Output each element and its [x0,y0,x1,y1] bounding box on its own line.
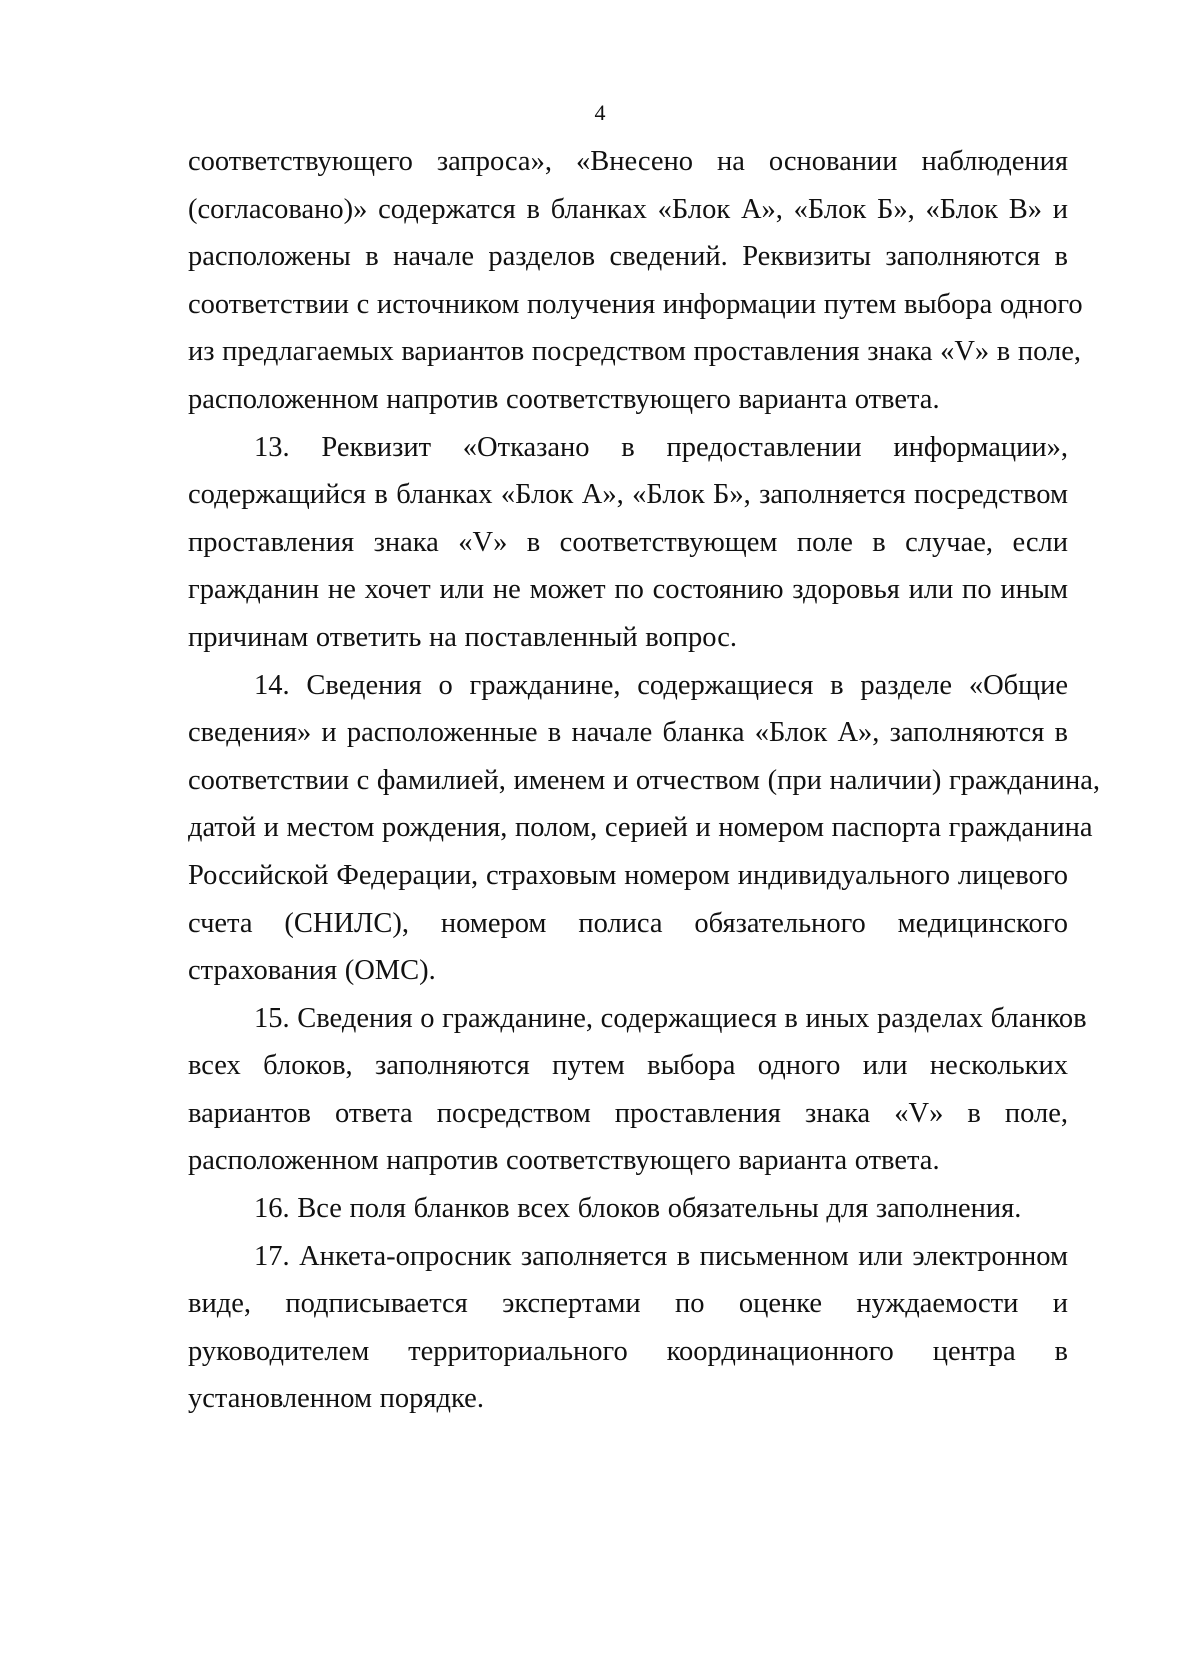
text-line: соответствии с фамилией, именем и отчеством (при наличии) гражданина, [188,764,1101,796]
text-line: расположенном напротив соответствующего варианта ответа. [188,383,940,415]
text-line: соответствующего запроса», «Внесено на основании наблюдения [188,146,1068,177]
paragraph-p17 [188,1233,1068,1423]
text-line: содержащийся в бланках «Блок А», «Блок Б», заполняется посредством [188,479,1068,511]
text-line: датой и местом рождения, полом, серией и номером паспорта гражданина [188,812,1093,844]
text-line: виде, подписывается экспертами по оценке нуждаемости и [188,1288,1068,1320]
text-line: (согласовано)» содержатся в бланках «Блок А», «Блок Б», «Блок В» и [188,193,1068,225]
text-line: гражданин не хочет или не может по состоянию здоровья или по иным [188,574,1068,606]
text-line: соответствии с источником получения информации путем выбора одного [188,288,1083,320]
text-line: причинам ответить на поставленный вопрос. [188,621,738,653]
text-line: вариантов ответа посредством проставления знака «V» в поле, [188,1097,1068,1129]
text-line: из предлагаемых вариантов посредством проставления знака «V» в поле, [188,336,1082,368]
text-line: проставления знака «V» в соответствующем поле в случае, если [188,526,1068,558]
text-line: расположены в начале разделов сведений. Реквизиты заполняются в [188,241,1068,273]
paragraph-p12-cont [188,138,1083,424]
text-line: 13. Реквизит «Отказано в предоставлении информации», [254,431,1068,463]
text-line: расположенном напротив соответствующего варианта ответа. [188,1145,940,1177]
paragraph-p16 [188,1185,1068,1233]
text-line: счета (СНИЛС), номером полиса обязательного медицинского [188,907,1068,939]
text-line: Российской Федерации, страховым номером индивидуального лицевого [188,859,1068,891]
text-line: 14. Сведения о гражданине, содержащиеся в разделе «Общие [254,669,1068,701]
paragraph-p15 [188,995,1087,1185]
page-number: 4 [594,100,606,125]
paragraph-p14 [188,662,1101,995]
text-line: руководителем территориального координационного центра в [188,1335,1068,1367]
paragraph-p13 [188,424,1068,662]
text-line: всех блоков, заполняются путем выбора одного или нескольких [188,1050,1068,1082]
text-line: страхования (ОМС). [188,955,436,987]
text-line: установленном порядке. [188,1383,484,1415]
document-body [188,138,1101,1423]
text-line: сведения» и расположенные в начале бланка «Блок А», заполняются в [188,717,1068,749]
text-line: 17. Анкета-опросник заполняется в письменном или электронном [254,1240,1068,1272]
text-line: 16. Все поля бланков всех блоков обязательны для заполнения. [254,1193,1022,1225]
text-line: 15. Сведения о гражданине, содержащиеся в иных разделах бланков [254,1002,1087,1034]
